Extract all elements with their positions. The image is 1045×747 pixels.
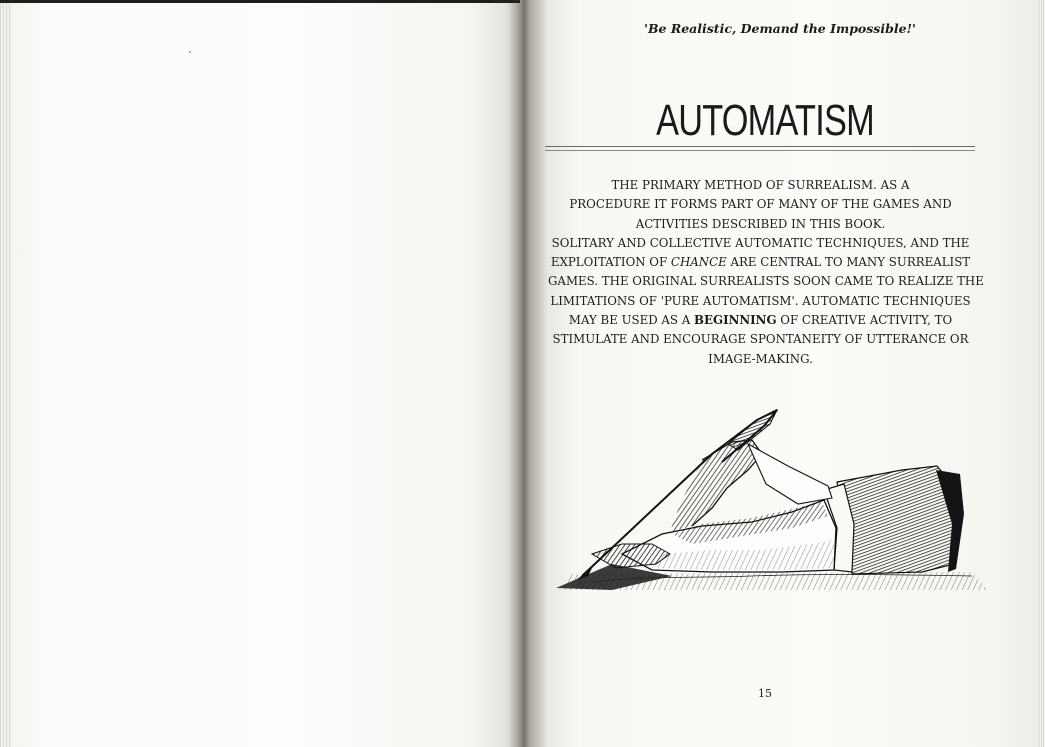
left-page-edges xyxy=(0,3,12,747)
chapter-title: AUTOMATISM xyxy=(656,96,874,145)
body-line: SOLITARY AND COLLECTIVE AUTOMATIC TECHNIQUES, AND THE xyxy=(551,235,970,250)
body-line-part: MAY BE USED AS A xyxy=(568,313,695,328)
title-rule-top xyxy=(545,146,975,147)
body-line-part: EXPLOITATION OF xyxy=(550,255,671,270)
body-paragraph xyxy=(548,176,984,369)
body-line: LIMITATIONS OF 'PURE AUTOMATISM'. AUTOMATIC TECHNIQUES xyxy=(550,293,971,308)
body-line: THE PRIMARY METHOD OF SURREALISM. AS A xyxy=(611,178,910,192)
hand-writing-quill-icon xyxy=(552,404,992,594)
body-line xyxy=(548,253,973,272)
body-line: GAMES. THE ORIGINAL SURREALISTS SOON CAME TO REALIZE THE xyxy=(548,274,984,289)
strong-beginning: BEGINNING xyxy=(694,313,777,328)
body-line xyxy=(548,311,973,330)
book-gutter xyxy=(508,0,548,747)
page-number: 15 xyxy=(758,687,772,700)
body-line: PROCEDURE IT FORMS PART OF MANY OF THE GAMES AND xyxy=(569,197,952,212)
right-page-edges xyxy=(1039,0,1045,747)
body-line: ACTIVITIES DESCRIBED IN THIS BOOK. xyxy=(635,216,886,231)
running-header-motto: 'Be Realistic, Demand the Impossible!' xyxy=(644,21,916,36)
body-line: STIMULATE AND ENCOURAGE SPONTANEITY OF UTTERANCE OR xyxy=(552,332,969,347)
body-line-part: ARE CENTRAL TO MANY SURREALIST xyxy=(726,255,971,270)
body-line-part: OF CREATIVE ACTIVITY, TO xyxy=(776,313,953,328)
left-page-blank xyxy=(0,3,520,747)
title-rule-bottom xyxy=(545,150,975,151)
paper-speck xyxy=(189,51,191,53)
emphasis-chance: CHANCE xyxy=(670,255,727,270)
body-line: IMAGE-MAKING. xyxy=(708,351,813,366)
